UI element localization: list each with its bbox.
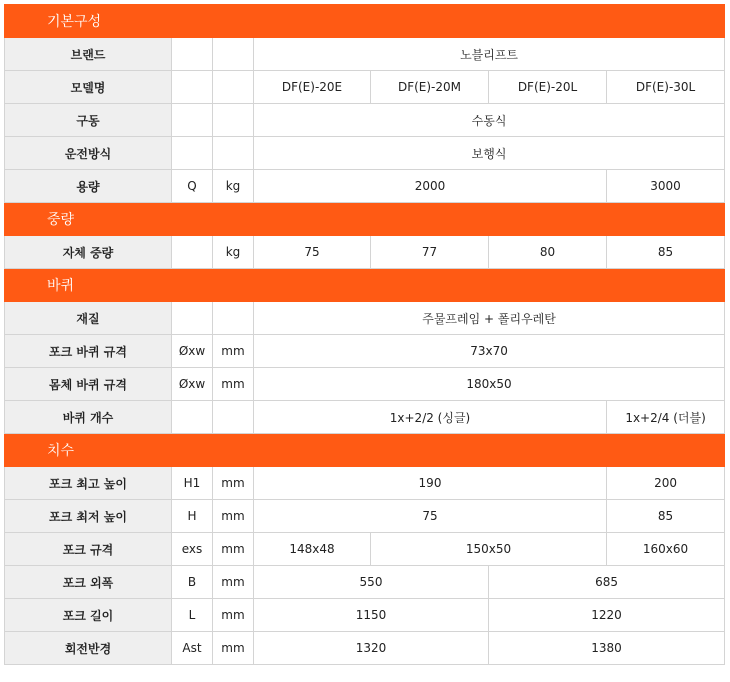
value-cell: 200 xyxy=(607,467,725,500)
symbol-cell xyxy=(172,38,213,71)
model-cell: DF(E)-20M xyxy=(371,71,489,104)
table-row-capacity xyxy=(5,170,725,203)
table-row-fork-size xyxy=(5,533,725,566)
table-row-model xyxy=(5,71,725,104)
row-label: 포크 규격 xyxy=(5,533,172,566)
table-row-body-wheel xyxy=(5,368,725,401)
section-title: 기본구성 xyxy=(5,5,725,38)
row-label: 포크 외폭 xyxy=(5,566,172,599)
value-cell: 1380 xyxy=(489,632,725,665)
value-cell: 수동식 xyxy=(254,104,725,137)
value-cell: 주물프레임 + 폴리우레탄 xyxy=(254,302,725,335)
row-label: 포크 최고 높이 xyxy=(5,467,172,500)
table-row-fork-length xyxy=(5,599,725,632)
value-cell: 노블리프트 xyxy=(254,38,725,71)
symbol-cell xyxy=(172,71,213,104)
value-cell: 73x70 xyxy=(254,335,725,368)
value-cell: 1220 xyxy=(489,599,725,632)
table-row-turning-radius xyxy=(5,632,725,665)
value-cell: 148x48 xyxy=(254,533,371,566)
unit-cell: mm xyxy=(213,335,254,368)
table-row-fork-wheel xyxy=(5,335,725,368)
row-label: 바퀴 개수 xyxy=(5,401,172,434)
symbol-cell: L xyxy=(172,599,213,632)
table-row-self-weight xyxy=(5,236,725,269)
unit-cell: mm xyxy=(213,500,254,533)
symbol-cell: B xyxy=(172,566,213,599)
model-cell: DF(E)-20L xyxy=(489,71,607,104)
section-title: 중량 xyxy=(5,203,725,236)
symbol-cell: H1 xyxy=(172,467,213,500)
value-cell: 3000 xyxy=(607,170,725,203)
section-header-dimension xyxy=(5,434,725,467)
symbol-cell: Øxw xyxy=(172,335,213,368)
value-cell: 75 xyxy=(254,500,607,533)
unit-cell: mm xyxy=(213,467,254,500)
value-cell: 150x50 xyxy=(371,533,607,566)
table-row-operation xyxy=(5,137,725,170)
section-title: 치수 xyxy=(5,434,725,467)
section-header-basic xyxy=(5,5,725,38)
unit-cell: mm xyxy=(213,632,254,665)
value-cell: 1x+2/2 (싱글) xyxy=(254,401,607,434)
row-label: 회전반경 xyxy=(5,632,172,665)
unit-cell xyxy=(213,38,254,71)
table-row-fork-min-height xyxy=(5,500,725,533)
symbol-cell: Q xyxy=(172,170,213,203)
value-cell: 85 xyxy=(607,500,725,533)
value-cell: 1150 xyxy=(254,599,489,632)
value-cell: 160x60 xyxy=(607,533,725,566)
value-cell: 685 xyxy=(489,566,725,599)
unit-cell xyxy=(213,401,254,434)
value-cell: 180x50 xyxy=(254,368,725,401)
symbol-cell: Ast xyxy=(172,632,213,665)
symbol-cell: Øxw xyxy=(172,368,213,401)
row-label: 몸체 바퀴 규격 xyxy=(5,368,172,401)
value-cell: 보행식 xyxy=(254,137,725,170)
row-label: 자체 중량 xyxy=(5,236,172,269)
row-label: 운전방식 xyxy=(5,137,172,170)
value-cell: 190 xyxy=(254,467,607,500)
table-row-brand xyxy=(5,38,725,71)
symbol-cell xyxy=(172,137,213,170)
unit-cell xyxy=(213,104,254,137)
value-cell: 1x+2/4 (더블) xyxy=(607,401,725,434)
symbol-cell xyxy=(172,236,213,269)
row-label: 모델명 xyxy=(5,71,172,104)
spec-table xyxy=(4,4,725,665)
value-cell: 75 xyxy=(254,236,371,269)
table-row-wheel-count xyxy=(5,401,725,434)
symbol-cell: exs xyxy=(172,533,213,566)
value-cell: 2000 xyxy=(254,170,607,203)
unit-cell: mm xyxy=(213,566,254,599)
value-cell: 1320 xyxy=(254,632,489,665)
table-row-fork-outer-width xyxy=(5,566,725,599)
symbol-cell xyxy=(172,302,213,335)
row-label: 포크 바퀴 규격 xyxy=(5,335,172,368)
unit-cell: mm xyxy=(213,599,254,632)
model-cell: DF(E)-30L xyxy=(607,71,725,104)
symbol-cell xyxy=(172,104,213,137)
value-cell: 85 xyxy=(607,236,725,269)
row-label: 구동 xyxy=(5,104,172,137)
unit-cell xyxy=(213,137,254,170)
section-header-wheel xyxy=(5,269,725,302)
table-row-fork-max-height xyxy=(5,467,725,500)
section-header-weight xyxy=(5,203,725,236)
row-label: 포크 길이 xyxy=(5,599,172,632)
row-label: 재질 xyxy=(5,302,172,335)
row-label: 용량 xyxy=(5,170,172,203)
section-title: 바퀴 xyxy=(5,269,725,302)
unit-cell: kg xyxy=(213,236,254,269)
value-cell: 80 xyxy=(489,236,607,269)
symbol-cell xyxy=(172,401,213,434)
unit-cell xyxy=(213,302,254,335)
row-label: 포크 최저 높이 xyxy=(5,500,172,533)
unit-cell: kg xyxy=(213,170,254,203)
unit-cell: mm xyxy=(213,368,254,401)
table-row-drive xyxy=(5,104,725,137)
unit-cell xyxy=(213,71,254,104)
unit-cell: mm xyxy=(213,533,254,566)
model-cell: DF(E)-20E xyxy=(254,71,371,104)
value-cell: 550 xyxy=(254,566,489,599)
row-label: 브랜드 xyxy=(5,38,172,71)
value-cell: 77 xyxy=(371,236,489,269)
symbol-cell: H xyxy=(172,500,213,533)
table-row-material xyxy=(5,302,725,335)
